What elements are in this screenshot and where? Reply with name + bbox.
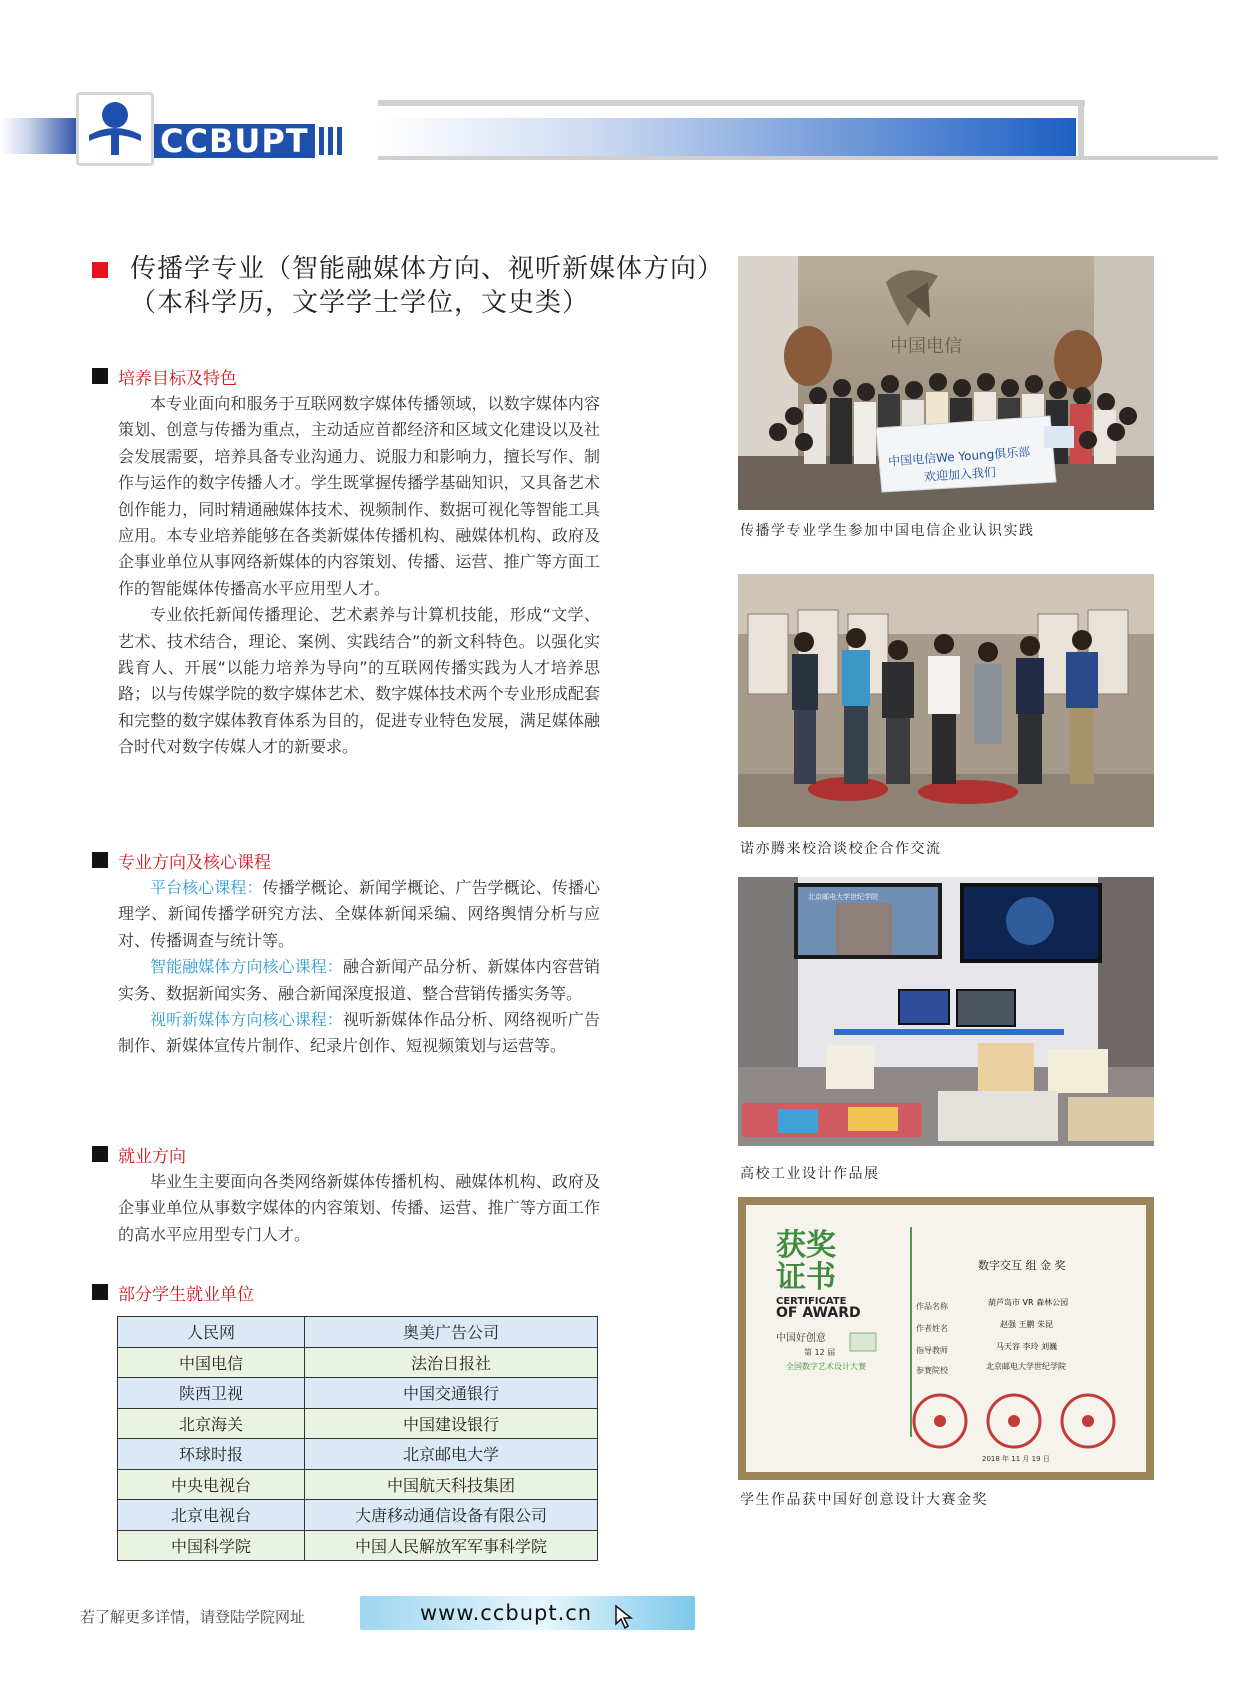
table-row — [118, 1347, 598, 1378]
course-platform-text: 传播学概论、新闻学概论、广告学概论、传播心理学、新闻传播学研究方法、全媒体新闻采编、网络舆情分析与应对、传播调查与统计等。 — [118, 878, 600, 950]
table-cell: 中国航天科技集团 — [305, 1469, 598, 1500]
course-smart-media-text: 融合新闻产品分析、新媒体内容营销实务、数据新闻实务、融合新闻深度报道、整合营销传播实务等。 — [118, 957, 600, 1003]
photo-wall-logo-text: 中国电信 — [890, 336, 962, 357]
section-employment-heading: 就业方向 — [92, 1143, 186, 1165]
header-left-gradient-bar — [0, 118, 80, 154]
section-goals-heading: 培养目标及特色 — [92, 365, 237, 387]
table-cell: 中国科学院 — [118, 1530, 305, 1561]
cert-contest-1: 中国好创意 — [776, 1333, 826, 1344]
course-smart-media — [118, 954, 600, 1007]
table-cell: 中国人民解放军军事科学院 — [305, 1530, 598, 1561]
brand-wordmark — [154, 124, 374, 158]
cert-contest-3: 全国数字艺术设计大赛 — [786, 1362, 866, 1371]
photo-design-exhibition — [738, 877, 1154, 1146]
table-cell: 奥美广告公司 — [305, 1317, 598, 1348]
header-top-rule — [378, 100, 1085, 106]
table-row — [118, 1439, 598, 1470]
table-row — [118, 1408, 598, 1439]
section-courses-heading: 专业方向及核心课程 — [92, 849, 271, 871]
cert-label-2: 作者姓名 — [916, 1324, 948, 1333]
table-cell: 中央电视台 — [118, 1469, 305, 1500]
course-av-media — [118, 1007, 600, 1060]
page-title-line2: （本科学历，文学学士学位，文史类） — [130, 288, 590, 318]
photo-banner-text-2: 欢迎加入我们 — [923, 465, 997, 485]
photo-caption-3: 高校工业设计作品展 — [740, 1166, 880, 1182]
cert-title-cn-2: 证书 — [776, 1260, 836, 1295]
photo-company-visit — [738, 574, 1154, 827]
square-bullet-icon — [92, 1284, 108, 1300]
course-av-media-text: 视听新媒体作品分析、网络视听广告制作、新媒体宣传片制作、纪录片创作、短视频策划与运营等。 — [118, 1010, 600, 1056]
table-cell: 大唐移动通信设备有限公司 — [305, 1500, 598, 1531]
cert-value-3: 马天容 李玲 刘巍 — [996, 1342, 1058, 1351]
cert-label-1: 作品名称 — [916, 1302, 948, 1311]
mouse-cursor-icon — [614, 1604, 636, 1630]
page-title-line1: 传播学专业（智能融媒体方向、视听新媒体方向） — [130, 254, 725, 284]
photo-caption-4: 学生作品获中国好创意设计大赛金奖 — [740, 1492, 988, 1508]
cert-label-3: 指导教师 — [916, 1346, 948, 1355]
cert-title-cn-1: 获奖 — [776, 1228, 836, 1263]
footer-note: 若了解更多详情，请登陆学院网址 — [80, 1608, 306, 1626]
employment-paragraph: 毕业生主要面向各类网络新媒体传播机构、融媒体机构、政府及企事业单位从事数字媒体的内容策划、传播、运营、推广等方面工作的高水平应用型专门人才。 — [118, 1172, 600, 1244]
table-row — [118, 1469, 598, 1500]
cert-value-1: 葫芦岛市 VR 森林公园 — [988, 1298, 1069, 1307]
header-corner-rule — [1078, 100, 1084, 156]
table-cell: 法治日报社 — [305, 1347, 598, 1378]
table-cell: 人民网 — [118, 1317, 305, 1348]
cert-title-en-1: CERTIFICATE — [776, 1296, 847, 1307]
header-bottom-rule — [378, 156, 1218, 160]
table-cell: 中国建设银行 — [305, 1408, 598, 1439]
square-bullet-icon — [92, 1146, 108, 1162]
table-cell: 环球时报 — [118, 1439, 305, 1470]
section-courses-body — [118, 875, 600, 1060]
table-row — [118, 1500, 598, 1531]
cert-contest-2: 第 12 届 — [804, 1348, 836, 1357]
table-cell: 北京电视台 — [118, 1500, 305, 1531]
photo-caption-2: 诺亦腾来校洽谈校企合作交流 — [740, 841, 942, 857]
square-bullet-icon — [92, 852, 108, 868]
brand-stripe — [337, 127, 342, 155]
cert-title-en-2: OF AWARD — [776, 1305, 861, 1321]
cert-date: 2018 年 11 月 19 日 — [982, 1455, 1050, 1463]
section-employers-heading: 部分学生就业单位 — [92, 1281, 254, 1303]
square-bullet-icon — [92, 368, 108, 384]
college-emblem-icon — [87, 99, 143, 157]
college-logo — [76, 92, 154, 166]
table-cell: 中国电信 — [118, 1347, 305, 1378]
photo-caption-1: 传播学专业学生参加中国电信企业认识实践 — [740, 523, 1035, 539]
brand-stripe — [328, 127, 333, 155]
course-platform — [118, 875, 600, 954]
photo-screen-text: 北京邮电大学世纪学院 — [808, 893, 878, 901]
table-row — [118, 1530, 598, 1561]
goals-paragraph-2: 专业依托新闻传播理论、艺术素养与计算机技能，形成“文学、艺术、技术结合，理论、案例、实践结合”的新文科特色。以强化实践育人、开展“以能力培养为导向”的互联网传播实践为人才培养思路；以与传媒学院的数字媒体艺术、数字媒体技术两个专业形成配套和完整的数字媒体教育体系为目的，促进专业特色发展，满足媒体融合时代对数字传媒人才的新要求。 — [118, 605, 600, 757]
photo-award-certificate — [738, 1197, 1154, 1480]
section-goals-body — [118, 391, 600, 761]
brand-stripe — [319, 127, 324, 155]
table-row — [118, 1378, 598, 1409]
table-cell: 中国交通银行 — [305, 1378, 598, 1409]
table-row — [118, 1317, 598, 1348]
cert-award: 数字交互 组 金 奖 — [978, 1259, 1066, 1272]
table-cell: 陕西卫视 — [118, 1378, 305, 1409]
cert-value-2: 赵强 王鹏 朱昆 — [1000, 1320, 1054, 1329]
header-right-gradient-bar — [378, 118, 1076, 156]
cert-value-4: 北京邮电大学世纪学院 — [986, 1362, 1066, 1371]
course-av-media-label: 视听新媒体方向核心课程： — [150, 1010, 343, 1030]
goals-paragraph-1: 本专业面向和服务于互联网数字媒体传播领域，以数字媒体内容策划、创意与传播为重点，主动适应首都经济和区域文化建设以及社会发展需要，培养具备专业沟通力、说服力和影响力，擅长写作、制作与运作的数字传播人才。学生既掌握传播学基础知识，又具备艺术创作能力，同时精通融媒体技术、视频制作、数据可视化等智能工具应用。本专业培养能够在各类新媒体传播机构、融媒体机构、政府及企事业单位从事网络新媒体的内容策划、传播、运营、推广等方面工作的智能媒体传播高水平应用型人才。 — [118, 394, 600, 598]
brand-text: CCBUPT — [154, 124, 315, 158]
table-cell: 北京邮电大学 — [305, 1439, 598, 1470]
course-platform-label: 平台核心课程： — [150, 878, 263, 897]
page-title — [130, 252, 740, 320]
website-link[interactable]: www.ccbupt.cn — [420, 1601, 593, 1625]
employers-table — [117, 1316, 598, 1561]
photo-china-telecom-visit — [738, 256, 1154, 510]
cert-label-4: 参赛院校 — [916, 1366, 948, 1375]
section-employment-body — [118, 1169, 600, 1248]
course-smart-media-label: 智能融媒体方向核心课程： — [150, 957, 343, 977]
table-cell: 北京海关 — [118, 1408, 305, 1439]
title-bullet-icon — [92, 262, 108, 278]
photo-banner-text-1: 中国电信We Young俱乐部 — [887, 444, 1031, 469]
